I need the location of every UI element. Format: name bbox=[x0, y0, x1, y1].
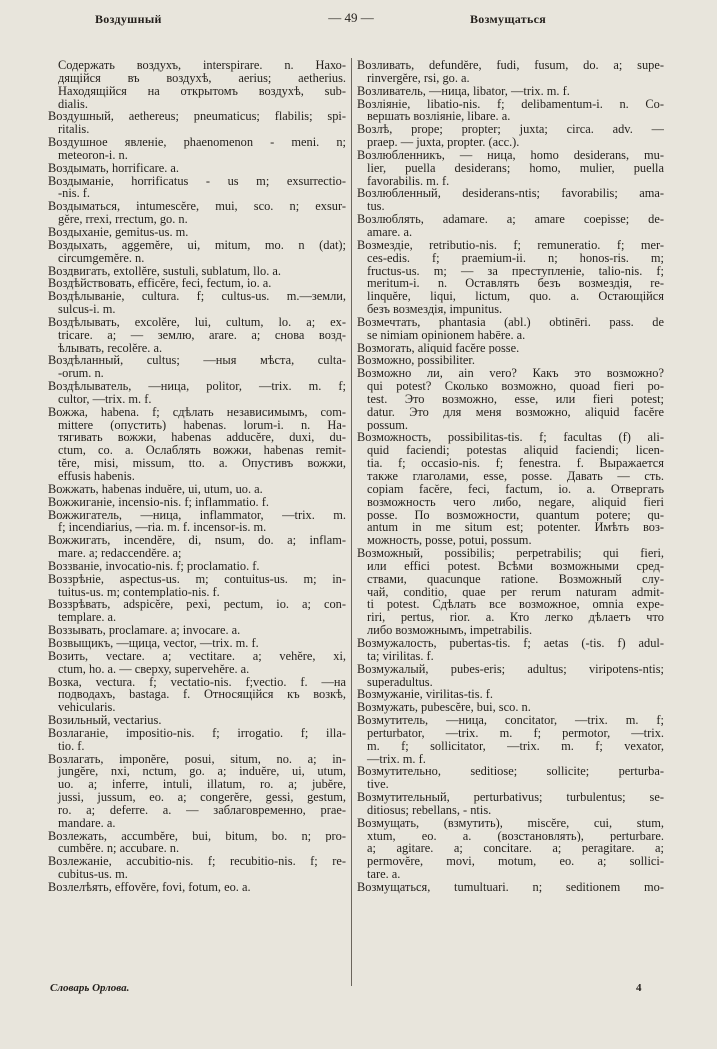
entry-headline: Возить, vectare. a; vectitare. a; vehĕre, xi, bbox=[48, 649, 346, 663]
dictionary-entry bbox=[357, 85, 664, 98]
dictionary-entry bbox=[48, 110, 346, 136]
entry-line: perturbator, —trix. m. f; permotor, —trix. bbox=[367, 726, 664, 740]
dictionary-entry bbox=[48, 881, 346, 894]
page-number: — 49 — bbox=[328, 10, 374, 25]
entry-line: qui potest? Сколько возможно, quoad fieri po- bbox=[367, 380, 664, 393]
entry-line: meritum-i. n. Оставлять безъ возмездія, re- bbox=[367, 277, 664, 291]
entry-line: riri, pertus, rior. a. Кто легко дѣлаетъ что bbox=[367, 611, 664, 625]
entry-line: uo. a; inferre, intuli, illatum, ro. a; jubĕre, bbox=[58, 778, 346, 792]
dictionary-entry bbox=[357, 59, 664, 85]
entry-line: cumbĕre. n; accubare. n. bbox=[58, 842, 180, 856]
entry-headline: Воззывать, proclamare. a; invocare. a. bbox=[48, 624, 241, 637]
dictionary-entry bbox=[48, 290, 346, 316]
entry-line: можность, posse, potui, possum. bbox=[367, 534, 532, 548]
entry-line: подводахъ, bastaga. f. Относящійся къ возкѣ, bbox=[58, 688, 346, 702]
entry-headline: Воздѣлываніе, cultura. f; cultus-us. m.—земли, bbox=[48, 290, 346, 304]
entry-headline: Воздушное явленіе, phaenomenon - meni. n; bbox=[48, 136, 346, 149]
entry-line: ctum, co. a. Ослаблять вожжи, habenas remit- bbox=[58, 444, 346, 458]
entry-line: cubitus-us. m. bbox=[58, 868, 128, 881]
entry-line: datur. Это для меня возможно, aliquid facĕre bbox=[367, 405, 664, 419]
entry-headline: Возлелѣять, effovĕre, fovi, fotum, eo. a. bbox=[48, 881, 251, 894]
entry-headline: Возмездіе, retributio-nis. f; remuneratio. f; mer- bbox=[357, 238, 664, 252]
entry-headline: Воздвигать, extollĕre, sustuli, sublatum, llo. a. bbox=[48, 264, 282, 278]
entry-line: Находящійся на открытомъ воздухѣ, sub- bbox=[58, 84, 346, 98]
entry-headline: Воззрѣвать, adspicĕre, pexi, pectum, io. a; con- bbox=[48, 598, 346, 612]
entry-line: tuitus-us. m; contemplatio-nis. f. bbox=[58, 585, 220, 599]
dictionary-entry bbox=[48, 483, 346, 496]
entry-headline: Воздыхать, aggemĕre, ui, mitum, mo. n (dat); bbox=[48, 238, 346, 252]
entry-headline: Возмужать, pubescĕre, bui, sco. n. bbox=[357, 701, 531, 715]
dictionary-entry bbox=[48, 226, 346, 239]
dictionary-entry bbox=[357, 367, 664, 431]
entry-line: xtum, eo. a. (возстановлять), perturbare. bbox=[367, 829, 664, 843]
dictionary-entry bbox=[48, 316, 346, 355]
entry-line: ritalis. bbox=[58, 123, 90, 137]
dictionary-entry bbox=[357, 881, 664, 894]
dictionary-entry bbox=[357, 688, 664, 701]
dictionary-entry bbox=[48, 534, 346, 560]
dictionary-entry bbox=[48, 354, 346, 380]
entry-line: ditiosus; rebellans, - ntis. bbox=[367, 803, 492, 817]
entry-line: дящійся въ воздухѣ, aerius; aetherius. bbox=[58, 71, 346, 85]
entry-line: tĕre, misi, missum, tto. a. Опустивъ вожжи, bbox=[58, 457, 346, 470]
entry-line: copiam facĕre, feci, factum, io. a. Отвергать bbox=[367, 482, 664, 496]
dictionary-entry bbox=[48, 714, 346, 727]
entry-line: lier, puella desiderans; homo, mulier, puella bbox=[367, 161, 664, 175]
entry-line: permovĕre, movi, motum, eo. a; sollici- bbox=[367, 855, 664, 869]
entry-headline: Возильный, vectarius. bbox=[48, 714, 162, 727]
dictionary-entry bbox=[48, 136, 346, 162]
entry-line: superadultus. bbox=[367, 675, 433, 689]
entry-line: sulcus-i. m. bbox=[58, 303, 116, 316]
entry-line: possum. bbox=[367, 418, 408, 432]
entry-headline: Возлюбленникъ, — ница, homo desiderans, mu- bbox=[357, 148, 664, 162]
entry-line: amare. a. bbox=[367, 225, 413, 239]
dictionary-entry bbox=[48, 624, 346, 637]
dictionary-entry bbox=[357, 547, 664, 637]
dictionary-entry bbox=[357, 98, 664, 124]
entry-line: se nimiam opinionem habēre. a. bbox=[367, 328, 526, 342]
entry-line: ѣлывать, recolĕre. a. bbox=[58, 341, 163, 355]
entry-headline: Вожжать, habenas induĕre, ui, utum, uo. a. bbox=[48, 482, 263, 496]
entry-headline: Вожжа, habena. f; сдѣлать независимымъ, com- bbox=[48, 405, 346, 419]
entry-line: templare. a. bbox=[58, 611, 117, 625]
entry-headline: Воздѣйствовать, efficĕre, feci, fectum, io. a. bbox=[48, 277, 272, 291]
entry-headline: Возлаганіе, impositio-nis. f; irrogatio. f; illa- bbox=[48, 726, 346, 740]
entry-line: jussi, jussum, eo. a; congerĕre, gessi, gestum, bbox=[58, 791, 346, 804]
entry-line: ro. a; deferre. a. — заблаговременно, prae- bbox=[58, 803, 346, 817]
entry-line: -nis. f. bbox=[58, 187, 91, 201]
entry-line: mandare. a. bbox=[58, 816, 116, 830]
entry-headline: Возможный, possibilis; perpetrabilis; qui fieri, bbox=[357, 547, 664, 560]
dictionary-entry bbox=[48, 650, 346, 676]
dictionary-entry bbox=[48, 496, 346, 509]
entry-headline: Вожжигать, incendĕre, di, nsum, do. a; inflam- bbox=[48, 534, 346, 548]
entry-line: circumgemĕre. n. bbox=[58, 251, 145, 265]
dictionary-entry bbox=[48, 855, 346, 881]
dictionary-entry bbox=[48, 59, 346, 110]
entry-line: чай, conditio, quae per rerum naturam admit- bbox=[367, 585, 664, 599]
entry-line: vehicularis. bbox=[58, 701, 116, 715]
entry-line: meteoron-i. n. bbox=[58, 148, 128, 162]
dictionary-entry bbox=[357, 791, 664, 817]
entry-headline: Содержать воздухъ, interspirare. n. Нахо- bbox=[58, 59, 346, 72]
entry-headline: Возможно, possibiliter. bbox=[357, 354, 475, 368]
dictionary-entry bbox=[357, 239, 664, 316]
entry-headline: Возлѣ, prope; propter; juxta; circa. adv. — bbox=[357, 123, 664, 137]
entry-headline: Возвыщикъ, —щица, vector, —trix. m. f. bbox=[48, 636, 259, 650]
entry-line: tive. bbox=[367, 778, 389, 792]
dictionary-entry bbox=[48, 598, 346, 624]
dictionary-entry bbox=[357, 765, 664, 791]
entry-line: безъ возмездія, impunitus. bbox=[367, 303, 503, 316]
entry-headline: Возмогать, aliquid facĕre posse. bbox=[357, 341, 520, 355]
dictionary-entry bbox=[48, 175, 346, 201]
entry-headline: Воздыматься, intumescĕre, mui, sco. n; exsur- bbox=[48, 200, 346, 214]
signature-mark: 4 bbox=[636, 982, 642, 994]
entry-headline: Возмутитель, —ница, concitator, —trix. m. f; bbox=[357, 714, 664, 727]
entry-line: -orum. n. bbox=[58, 367, 104, 381]
entry-headline: Возмужаніе, virilitas-tis. f. bbox=[357, 688, 493, 702]
entry-line: a; agitare. a; concitare. a; peragitare. a; bbox=[367, 842, 664, 856]
entry-headline: Возмутительно, seditiose; sollicite; perturba- bbox=[357, 765, 664, 779]
entry-line: tia. f; occasio-nis. f; fenestra. f. Выражается bbox=[367, 457, 664, 470]
entry-line: возможность чего либо, negare, aliquid fieri bbox=[367, 495, 664, 509]
entry-line: cultor, —trix. m. f. bbox=[58, 392, 152, 406]
dictionary-entry bbox=[357, 213, 664, 239]
entry-line: posse. По возможности, quantum potere; qu- bbox=[367, 508, 664, 522]
entry-line: favorabilis. m. f. bbox=[367, 174, 450, 188]
dictionary-entry bbox=[48, 727, 346, 753]
entry-headline: Возмутительный, perturbativus; turbulentus; se- bbox=[357, 791, 664, 804]
entry-headline: Возка, vectura. f; vectatio-nis. f;vectio. f. —на bbox=[48, 675, 346, 689]
entry-headline: Возливатель, —ница, libator, —trix. m. f. bbox=[357, 84, 570, 98]
dictionary-entry bbox=[357, 431, 664, 547]
entry-line: тягивать вожжи, habenas adducĕre, duxi, du- bbox=[58, 431, 346, 445]
entry-line: linquĕre, liqui, lictum, quo. a. Остающійся bbox=[367, 290, 664, 304]
entry-headline: Воздымать, horrificare. a. bbox=[48, 161, 180, 175]
entry-line: ta; virilitas. f. bbox=[367, 649, 434, 663]
entry-headline: Воздѣланный, cultus; —ныя мѣста, culta- bbox=[48, 354, 346, 368]
entry-headline: Возмущать, (взмутить), miscĕre, cui, stum, bbox=[357, 816, 664, 830]
entry-headline: Возлежаніе, accubitio-nis. f; recubitio-nis. f; re- bbox=[48, 855, 346, 869]
entry-line: antum in me situm est; potenter. Имѣть воз- bbox=[367, 521, 664, 535]
dictionary-entry bbox=[357, 354, 664, 367]
entry-headline: Возмущаться, tumultuari. n; seditionem mo- bbox=[357, 881, 664, 894]
left-column bbox=[48, 59, 346, 894]
entry-headline: Возлежать, accumbĕre, bui, bitum, bo. n; pro- bbox=[48, 829, 346, 843]
dictionary-entry bbox=[357, 663, 664, 689]
right-column bbox=[357, 59, 664, 894]
entry-headline: Воззваніе, invocatio-nis. f; proclamatio. f. bbox=[48, 559, 260, 573]
dictionary-entry bbox=[357, 187, 664, 213]
entry-line: или effici potest. Всѣми возможными сред- bbox=[367, 559, 664, 573]
entry-line: effusis habenis. bbox=[58, 470, 135, 483]
entry-line: ствами, quacunque ratione. Возможный слу- bbox=[367, 572, 664, 586]
entry-headline: Возмечтать, phantasia (abl.) obtinēri. pass. de bbox=[357, 315, 664, 329]
entry-headline: Воздыханіе, gemitus-us. m. bbox=[48, 225, 189, 239]
dictionary-entry bbox=[357, 701, 664, 714]
entry-line: rinvergĕre, rsi, go. a. bbox=[367, 71, 470, 85]
entry-line: tus. bbox=[367, 200, 385, 214]
dictionary-entry bbox=[357, 817, 664, 881]
dictionary-entry bbox=[48, 509, 346, 535]
entry-line: tare. a. bbox=[367, 868, 401, 881]
footer-title: Словарь Орлова. bbox=[50, 982, 130, 994]
dictionary-entry bbox=[357, 714, 664, 765]
dictionary-entry bbox=[357, 123, 664, 149]
dictionary-entry bbox=[48, 830, 346, 856]
entry-headline: Возмужалый, pubes-eris; adultus; viripotens-ntis; bbox=[357, 662, 664, 676]
entry-headline: Воздыманіе, horrificatus - us m; exsurrectio- bbox=[48, 174, 346, 188]
dictionary-entry bbox=[357, 316, 664, 342]
entry-headline: Возлагать, imponĕre, posui, situm, no. a; in- bbox=[48, 752, 346, 766]
entry-line: gĕre, rrexi, rrectum, go. n. bbox=[58, 213, 188, 226]
entry-headline: Возлюблять, adamare. a; amare coepisse; de- bbox=[357, 213, 664, 226]
entry-line: test. Это возможно, esse, или fieri potest; bbox=[367, 392, 664, 406]
entry-headline: Воздѣлывать, excolĕre, lui, cultum, lo. a; ex- bbox=[48, 315, 346, 329]
dictionary-entry bbox=[48, 560, 346, 573]
entry-headline: Воздѣлыватель, —ница, politor, —trix. m. f; bbox=[48, 380, 346, 393]
dictionary-entry bbox=[48, 277, 346, 290]
dictionary-entry bbox=[48, 265, 346, 278]
entry-line: ti potest. Сдѣлать все возможное, omnia expe- bbox=[367, 598, 664, 612]
entry-headline: Возліяніе, libatio-nis. f; delibamentum-i. n. Со- bbox=[357, 97, 664, 111]
entry-line: dialis. bbox=[58, 97, 88, 111]
entry-line: либо возможнымъ, impetrabilis. bbox=[367, 624, 533, 637]
entry-headline: Воззрѣніе, aspectus-us. m; contuitus-us. m; in- bbox=[48, 572, 346, 586]
entry-line: ctum, ho. a. — сверху, supervehĕre. a. bbox=[58, 662, 250, 676]
dictionary-entry bbox=[48, 406, 346, 483]
entry-line: praep. — juxta, propter. (acc.). bbox=[367, 136, 520, 149]
dictionary-entry bbox=[357, 342, 664, 355]
column-divider bbox=[351, 58, 352, 986]
entry-line: ces-edis. f; praemium-ii. n; honos-ris. m; bbox=[367, 251, 664, 265]
entry-headline: Вожжиганіе, incensio-nis. f; inflammatio. f. bbox=[48, 495, 269, 509]
entry-line: tio. f. bbox=[58, 739, 85, 753]
running-head-right: Возмущаться bbox=[470, 12, 547, 26]
dictionary-entry bbox=[48, 200, 346, 226]
entry-line: quid faciendi; potestas aliquid faciendi; licen- bbox=[367, 444, 664, 458]
dictionary-entry bbox=[357, 149, 664, 188]
entry-headline: Возмужалость, pubertas-tis. f; aetas (-tis. f) adul- bbox=[357, 636, 664, 650]
entry-line: tricare. a; — землю, arare. a; снова возд- bbox=[58, 328, 346, 342]
entry-headline: Возливать, defundĕre, fudi, fusum, do. a; supe- bbox=[357, 59, 664, 72]
entry-line: fructus-us. m; — за преступленіе, talio-nis. f; bbox=[367, 264, 664, 278]
dictionary-entry bbox=[48, 637, 346, 650]
dictionary-entry bbox=[48, 753, 346, 830]
entry-line: f; incendiarius, —ria. m. f. incensor-is. m. bbox=[58, 521, 267, 535]
dictionary-entry bbox=[48, 676, 346, 715]
entry-line: вершать возліяніе, libare. a. bbox=[367, 110, 511, 124]
entry-line: mittere (опустить) habenas. lorum-i. n. На- bbox=[58, 418, 346, 432]
entry-line: mare. a; redaccendĕre. a; bbox=[58, 547, 182, 560]
dictionary-entry bbox=[48, 239, 346, 265]
entry-line: также глаголами, esse, posse. Давать — сть. bbox=[367, 470, 664, 483]
dictionary-entry bbox=[48, 162, 346, 175]
entry-headline: Вожжигатель, —ница, inflammator, —trix. m. bbox=[48, 508, 346, 522]
dictionary-entry bbox=[357, 637, 664, 663]
entry-headline: Возможно ли, ain vero? Какъ это возможно? bbox=[357, 367, 664, 381]
running-head-left: Воздушный bbox=[95, 12, 162, 26]
dictionary-entry bbox=[48, 380, 346, 406]
entry-line: —trix. m. f. bbox=[367, 752, 426, 766]
entry-headline: Возможность, possibilitas-tis. f; facultas (f) ali- bbox=[357, 431, 664, 445]
entry-line: jungĕre, nxi, nctum, go. a; induĕre, ui, utum, bbox=[58, 765, 346, 779]
entry-line: m. f; sollicitator, —trix. m. f; vexator, bbox=[367, 739, 664, 753]
dictionary-entry bbox=[48, 573, 346, 599]
entry-headline: Возлюбленный, desiderans-ntis; favorabilis; ama- bbox=[357, 187, 664, 201]
entry-headline: Воздушный, aethereus; pneumaticus; flabilis; spi- bbox=[48, 110, 346, 124]
